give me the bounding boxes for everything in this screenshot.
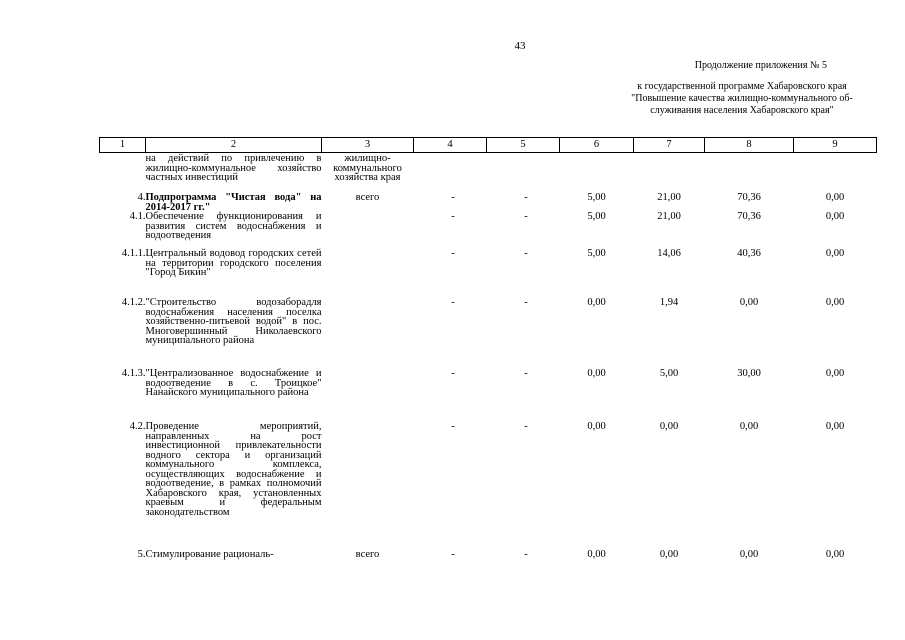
row-source	[322, 249, 414, 297]
column-header: 6	[560, 138, 634, 153]
cell-col6: 0,00	[587, 421, 606, 432]
cell-col7: 21,00	[657, 192, 681, 203]
row-source: всего	[355, 549, 380, 560]
cell-col4: -	[451, 192, 455, 203]
table-row	[100, 422, 877, 546]
row-name: Обеспечение функционирования и развития систем водоснабжения и водоотведения	[145, 211, 322, 241]
cell-col9: 0,00	[825, 549, 845, 560]
cell-col7: 1,94	[659, 297, 679, 308]
cell-col9: 0,00	[825, 211, 845, 222]
table-row	[100, 212, 877, 249]
cell-col5: -	[524, 248, 528, 259]
column-header: 3	[322, 138, 414, 153]
cell-col9	[794, 153, 877, 188]
cell-col6: 0,00	[587, 297, 606, 308]
annex-line: служивания населения Хабаровского края"	[650, 105, 834, 116]
cell-col5: -	[524, 368, 528, 379]
cell-col4: -	[451, 549, 455, 560]
cell-col9: 0,00	[825, 368, 845, 379]
cell-col5: -	[524, 549, 528, 560]
row-source: всего	[355, 192, 380, 203]
cell-col5: -	[524, 192, 528, 203]
cell-col5: -	[524, 211, 528, 222]
cell-col4: -	[451, 248, 455, 259]
cell-col5: -	[524, 297, 528, 308]
row-name: Стимулирование рациональ-	[145, 549, 274, 560]
row-number: 4.1.2.	[121, 297, 146, 308]
row-number: 4.	[137, 192, 146, 203]
annex-reference	[616, 81, 868, 117]
annex-line: "Повышение качества жилищно-коммунального об-	[631, 93, 853, 104]
cell-col5	[487, 153, 560, 188]
annex-line: к государственной программе Хабаровского края	[637, 81, 847, 92]
cell-col6: 5,00	[587, 211, 606, 222]
cell-col4: -	[451, 421, 455, 432]
column-header: 8	[705, 138, 794, 153]
cell-col4: -	[451, 297, 455, 308]
row-name: Центральный водовод городских сетей на территории городского поселения "Город Бикин"	[145, 248, 322, 278]
cell-col7: 5,00	[659, 368, 679, 379]
column-number-header-row	[100, 138, 877, 153]
cell-col8: 70,36	[737, 192, 761, 203]
cell-col8: 0,00	[739, 421, 759, 432]
row-name: "Строительство водозаборадля водоснабжения населения поселка хозяйственно-питьевой водой" в пос. Многовершинный Николаевского муниципального района	[145, 297, 322, 346]
table-row	[100, 249, 877, 297]
row-source	[322, 297, 414, 369]
column-header: 1	[100, 138, 146, 153]
cell-col9: 0,00	[825, 421, 845, 432]
cell-col7: 0,00	[659, 421, 679, 432]
cell-col8: 70,36	[737, 211, 761, 222]
row-number: 4.1.3.	[121, 368, 146, 379]
cell-col8: 0,00	[739, 549, 759, 560]
cell-col9: 0,00	[825, 192, 845, 203]
cell-col7: 14,06	[657, 248, 681, 259]
row-number: 4.1.1.	[121, 248, 146, 259]
table-row	[100, 153, 877, 188]
row-source: жилищно-коммунального хозяйства края	[333, 153, 402, 183]
cell-col8: 30,00	[737, 368, 761, 379]
row-name: "Централизованное водоснабжение и водоотведение в с. Троицкое" Нанайского муниципального района	[145, 368, 322, 398]
row-number: 5.	[137, 549, 146, 560]
row-name: на действий по привлечению в жилищно-коммунальное хозяйство частных инвестиций	[145, 153, 322, 183]
row-name: Подпрограмма "Чистая вода" на 2014-2017 гг."	[145, 192, 322, 213]
cell-col5: -	[524, 421, 528, 432]
column-header: 4	[414, 138, 487, 153]
cell-col6: 5,00	[587, 192, 606, 203]
row-number	[100, 153, 146, 188]
row-number: 4.1.	[129, 211, 146, 222]
cell-col4: -	[451, 211, 455, 222]
cell-col4	[414, 153, 487, 188]
page-number: 43	[514, 40, 526, 52]
cell-col6	[560, 153, 634, 188]
cell-col8	[705, 153, 794, 188]
annex-continuation-label: Продолжение приложения № 5	[694, 60, 827, 71]
table-row	[100, 369, 877, 422]
cell-col7	[634, 153, 705, 188]
cell-col8: 40,36	[737, 248, 761, 259]
table-row	[100, 546, 877, 564]
cell-col9: 0,00	[825, 297, 845, 308]
cell-col6: 0,00	[587, 549, 606, 560]
row-number: 4.2.	[129, 421, 146, 432]
column-header: 9	[794, 138, 877, 153]
row-source	[322, 369, 414, 422]
cell-col9: 0,00	[825, 248, 845, 259]
cell-col8: 0,00	[739, 297, 759, 308]
column-header: 7	[634, 138, 705, 153]
column-header: 5	[487, 138, 560, 153]
row-source	[322, 212, 414, 249]
cell-col4: -	[451, 368, 455, 379]
table-row	[100, 297, 877, 369]
program-funding-table	[99, 137, 877, 564]
cell-col7: 0,00	[659, 549, 679, 560]
column-header: 2	[146, 138, 322, 153]
row-name: Проведение мероприятий, направленных на рост инвестиционной привлекательности водного сектора и организаций коммунального комплекса, осуществляющих водоснабжение и водоотведение, в рамках полномочий Хабаровского края, установленных краевым и федеральным законодательством	[145, 421, 322, 518]
table-row	[100, 187, 877, 212]
cell-col7: 21,00	[657, 211, 681, 222]
cell-col6: 0,00	[587, 368, 606, 379]
row-source	[322, 422, 414, 546]
cell-col6: 5,00	[587, 248, 606, 259]
